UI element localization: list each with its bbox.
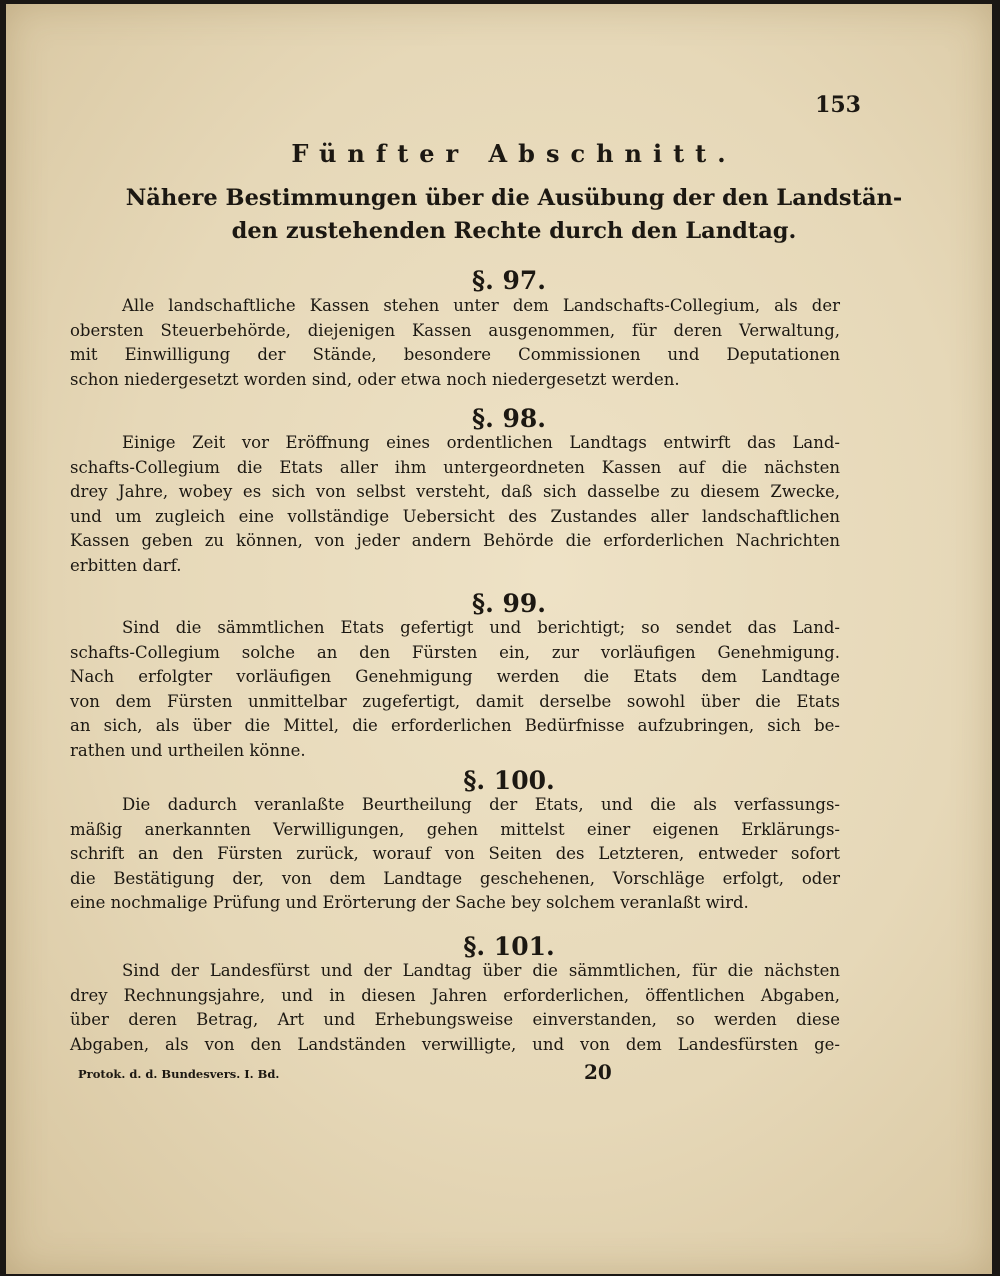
- section-subtitle: [6, 182, 992, 248]
- paragraph-line: über deren Betrag, Art und Erhebungsweise einverstanden, so werden diese: [70, 1010, 840, 1029]
- paragraph-body: [70, 294, 840, 392]
- paragraph-line: eine nochmalige Prüfung und Erörterung der Sache bey solchem veranlaßt wird.: [70, 893, 749, 912]
- section-subtitle-line-1: Nähere Bestimmungen über die Ausübung der den Landstän-: [125, 185, 903, 211]
- paragraph-line: drey Rechnungsjahre, und in diesen Jahren erforderlichen, öffentlichen Abgaben,: [70, 985, 840, 1005]
- paragraph-line: Einige Zeit vor Eröffnung eines ordentlichen Landtags entwirft das Land-: [122, 433, 840, 452]
- paragraph-line: schon niedergesetzt worden sind, oder etwa noch niedergesetzt werden.: [70, 369, 680, 389]
- paragraph-line: schafts-Collegium solche an den Fürsten ein, zur vorläufigen Genehmigung.: [70, 642, 840, 662]
- paragraph-number: §. 97.: [472, 266, 546, 295]
- paragraph-line: die Bestätigung der, von dem Landtage geschehenen, Vorschläge erfolgt, oder: [70, 868, 840, 888]
- paragraph-number: §. 100.: [463, 766, 555, 795]
- paragraph-line: Sind der Landesfürst und der Landtag über die sämmtlichen, für die nächsten: [122, 961, 840, 980]
- footer-signature: Protok. d. d. Bundesvers. I. Bd.: [78, 1067, 280, 1081]
- paragraph-line: Nach erfolgter vorläufigen Genehmigung werden die Etats dem Landtage: [70, 667, 840, 686]
- paragraph-line: mäßig anerkannten Verwilligungen, gehen mittelst einer eigenen Erklärungs-: [70, 819, 840, 839]
- paragraph-line: mit Einwilligung der Stände, besondere Commissionen und Deputationen: [70, 345, 840, 364]
- paragraph-line: Kassen geben zu können, von jeder andern Behörde die erforderlichen Nachrichten: [70, 531, 840, 550]
- paragraph-line: schrift an den Fürsten zurück, worauf von Seiten des Letzteren, entweder sofort: [70, 844, 840, 863]
- paragraph-body: [70, 616, 840, 763]
- paragraph-line: Alle landschaftliche Kassen stehen unter dem Landschafts-Collegium, als der: [122, 296, 840, 315]
- paragraph-body: [70, 793, 840, 916]
- paragraph-line: und um zugleich eine vollständige Uebersicht des Zustandes aller landschaftlichen: [70, 506, 840, 526]
- footer-sheet-number: 20: [584, 1060, 612, 1084]
- paragraph-number: §. 101.: [463, 932, 555, 961]
- paragraph-line: Sind die sämmtlichen Etats gefertigt und berichtigt; so sendet das Land-: [122, 618, 840, 637]
- paragraph-body: [70, 431, 840, 578]
- paragraph-body: [70, 959, 840, 1057]
- document-page: [6, 4, 992, 1274]
- section-subtitle-line-2: den zustehenden Rechte durch den Landtag.: [231, 218, 797, 244]
- page-number: 153: [815, 92, 861, 118]
- section-title: Fünfter Abschnitt.: [291, 139, 737, 168]
- paragraph-line: Abgaben, als von den Landständen verwilligte, und von dem Landesfürsten ge-: [70, 1034, 840, 1054]
- paragraph-number: §. 99.: [472, 589, 546, 618]
- paragraph-line: erbitten darf.: [70, 555, 182, 575]
- paragraph-line: rathen und urtheilen könne.: [70, 740, 306, 760]
- paragraph-line: drey Jahre, wobey es sich von selbst versteht, daß sich dasselbe zu diesem Zwecke,: [70, 482, 840, 501]
- paragraph-number: §. 98.: [472, 404, 546, 433]
- paragraph-line: an sich, als über die Mittel, die erforderlichen Bedürfnisse aufzubringen, sich be-: [70, 716, 840, 735]
- paragraph-line: schafts-Collegium die Etats aller ihm untergeordneten Kassen auf die nächsten: [70, 457, 840, 477]
- paragraph-line: Die dadurch veranlaßte Beurtheilung der Etats, und die als verfassungs-: [122, 795, 840, 814]
- paragraph-line: obersten Steuerbehörde, diejenigen Kassen ausgenommen, für deren Verwaltung,: [70, 320, 840, 340]
- paragraph-line: von dem Fürsten unmittelbar zugefertigt, damit derselbe sowohl über die Etats: [70, 691, 840, 711]
